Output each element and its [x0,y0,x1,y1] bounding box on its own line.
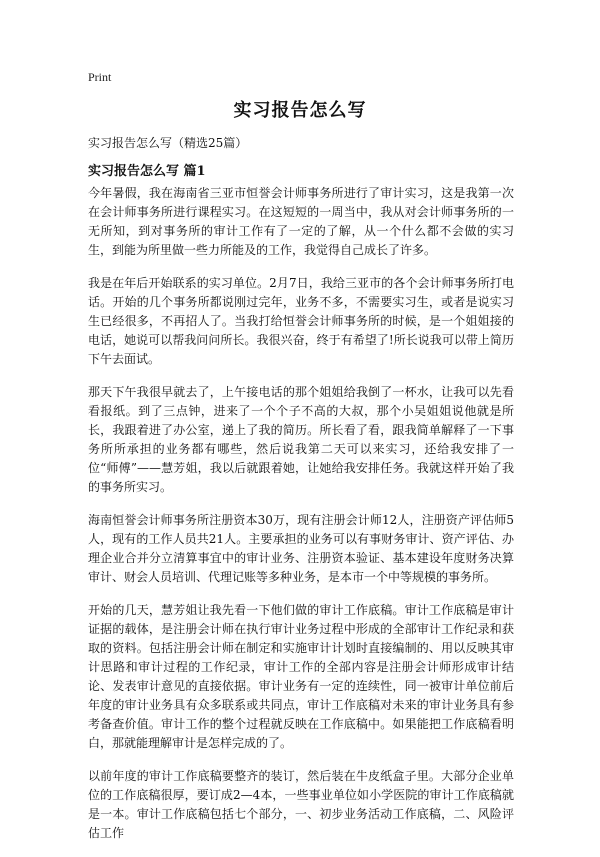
paragraph: 开始的几天，慧芳姐让我先看一下他们做的审计工作底稿。审计工作底稿是审计证据的载体，是注册会计师在执行审计业务过程中形成的全部审计工作纪录和获取的资料。包括注册会计师在制定和实施审计计划时直接编制的、用以反映其审计思路和审计过程的工作纪录，审计工作的全部内容是注册会计师形成审计结论、发表审计意见的直接依据。审计业务有一定的连续性，同一被审计单位前后年度的审计业务具有众多联系或共同点，审计工作底稿对未来的审计业务具有参考备查价值。审计工作的整个过程就反映在工作底稿中。如果能把工作底稿看明白，那就能理解审计是怎样完成的了。 [88,603,514,750]
document-subtitle: 实习报告怎么写（精选25篇） [88,136,248,150]
paragraph: 今年暑假，我在海南省三亚市恒誉会计师事务所进行了审计实习，这是我第一次在会计师事务所进行课程实习。在这短短的一周当中，我从对会计师事务所的一无所知，到对事务所的审计工作有了一定的了解，从一个什么都不会做的实习生，到能为所里做一些力所能及的工作，我觉得自己成长了许多。 [88,186,514,257]
article-body [88,184,514,857]
paragraph: 我是在年后开始联系的实习单位。2月7日，我给三亚市的各个会计师事务所打电话。开始的几个事务所都说刚过完年，业务不多，不需要实习生，或者是说实习生已经很多，不再招人了。当我打给恒誉会计师事务所的时候，是一个姐姐接的电话，她说可以帮我问问所长。我很兴奋，终于有希望了!所长说我可以带上简历下午去面试。 [88,276,514,366]
page-title: 实习报告怎么写 [233,100,367,121]
paragraph: 以前年度的审计工作底稿要整齐的装订，然后装在牛皮纸盒子里。大部分企业单位的工作底稿很厚，要订成2—4本，一些事业单位如小学医院的审计工作底稿就是一本。审计工作底稿包括七个部分，一、初步业务活动工作底稿，二、风险评估工作 [88,769,514,840]
paragraph: 那天下午我很早就去了，上午接电话的那个姐姐给我倒了一杯水，让我可以先看看报纸。到了三点钟，进来了一个个子不高的大叔，那个小吴姐姐说他就是所长，我跟着进了办公室，递上了我的简历。所长看了看，跟我简单解释了一下事务所所承担的业务都有哪些，然后说我第二天可以来实习，还给我安排了一位“师傅”——慧芳姐，我以后就跟着她，让她给我安排任务。我就这样开始了我的事务所实习。 [88,385,514,494]
paragraph: 海南恒誉会计师事务所注册资本30万，现有注册会计师12人，注册资产评估师5人，现有的工作人员共21人。主要承担的业务可以有事财务审计、资产评估、办理企业合并分立清算事宜中的审计业务、注册资本验证、基本建设年度财务决算审计、财会人员培训、代理记账等多种业务，是本市一个中等规模的事务所。 [88,513,514,584]
print-link[interactable]: Print [88,70,112,84]
section-heading: 实习报告怎么写 篇1 [88,164,206,179]
